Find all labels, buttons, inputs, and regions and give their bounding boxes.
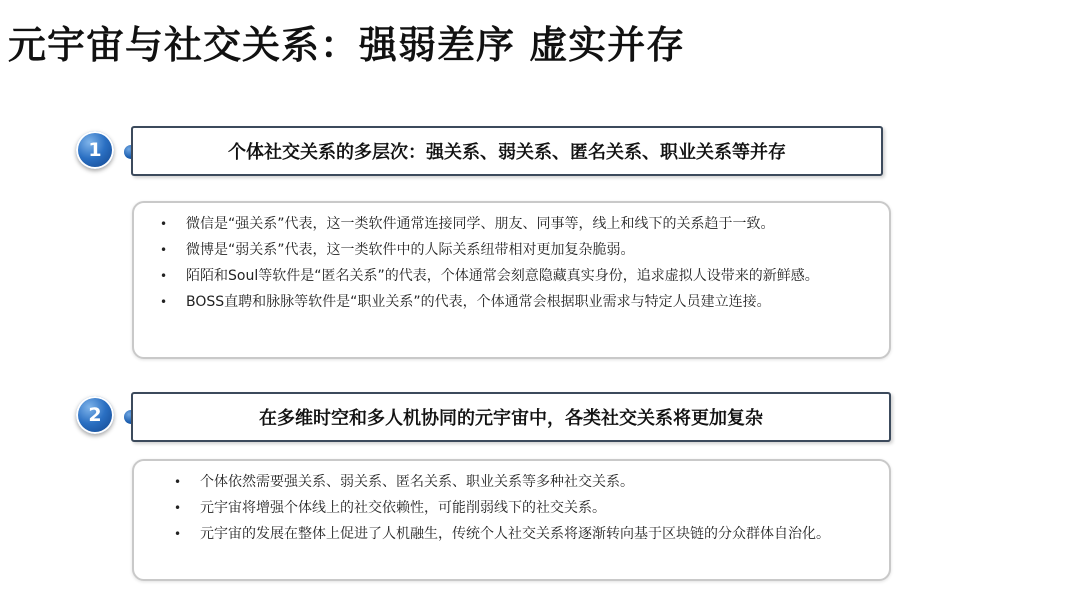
bullet-icon: • — [160, 217, 168, 231]
bullet-icon: • — [174, 475, 182, 489]
list-item: • 个体依然需要强关系、弱关系、匿名关系、职业关系等多种社交关系。 — [200, 469, 869, 495]
bullet-icon: • — [160, 243, 168, 257]
section-2-bullet-list — [134, 461, 889, 547]
bullet-icon: • — [160, 269, 168, 283]
section-2-bullet-box — [132, 459, 891, 581]
number-badge-2: 2 — [76, 396, 114, 434]
bullet-icon: • — [174, 501, 182, 515]
list-item: • 元宇宙将增强个体线上的社交依赖性，可能削弱线下的社交关系。 — [200, 495, 869, 521]
list-item: • 微博是“弱关系”代表，这一类软件中的人际关系纽带相对更加复杂脆弱。 — [186, 237, 869, 263]
list-item: • 陌陌和Soul等软件是“匿名关系”的代表，个体通常会刻意隐藏真实身份，追求虚拟人设带来的新鲜感。 — [186, 263, 869, 289]
page-title: 元宇宙与社交关系：强弱差序 虚实并存 — [8, 23, 686, 67]
section-1-bullet-list — [134, 203, 889, 315]
section-1-bullet-box — [132, 201, 891, 359]
section-1-heading: 个体社交关系的多层次：强关系、弱关系、匿名关系、职业关系等并存 — [131, 126, 883, 176]
list-item: • 元宇宙的发展在整体上促进了人机融生，传统个人社交关系将逐渐转向基于区块链的分众群体自治化。 — [200, 521, 869, 547]
bullet-icon: • — [160, 295, 168, 309]
section-2-heading: 在多维时空和多人机协同的元宇宙中，各类社交关系将更加复杂 — [131, 392, 891, 442]
number-badge-1: 1 — [76, 131, 114, 169]
bullet-icon: • — [174, 527, 182, 541]
list-item: • 微信是“强关系”代表，这一类软件通常连接同学、朋友、同事等，线上和线下的关系趋于一致。 — [186, 211, 869, 237]
list-item: • BOSS直聘和脉脉等软件是“职业关系”的代表，个体通常会根据职业需求与特定人员建立连接。 — [186, 289, 869, 315]
